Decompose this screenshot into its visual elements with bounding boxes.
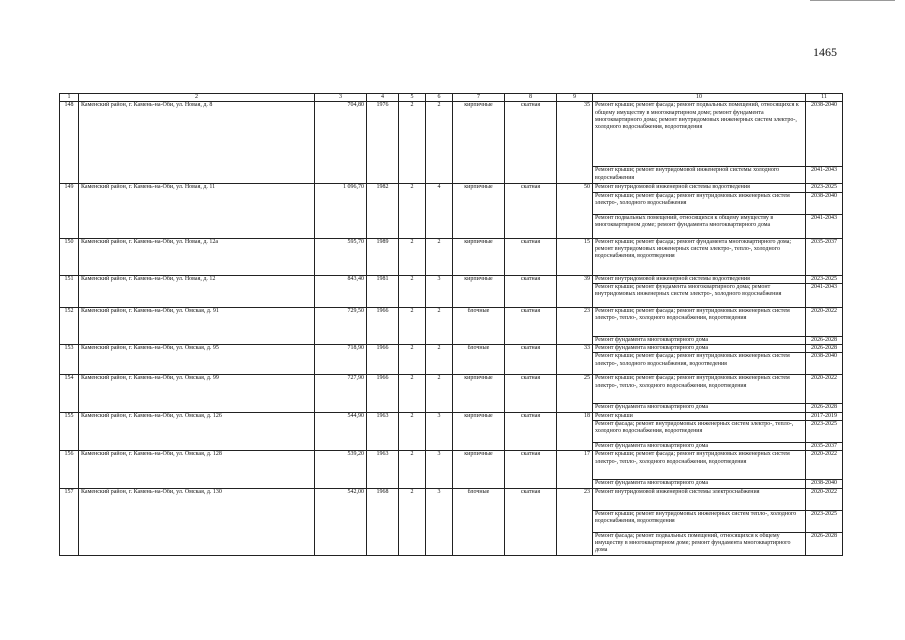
repair-works-cell: Ремонт фундамента многоквартирного дома <box>593 404 806 412</box>
entrances-cell: 4 <box>426 184 453 238</box>
period-cell: 2041-2043 <box>806 167 843 184</box>
col-header: 10 <box>593 94 806 102</box>
entrances-cell: 2 <box>426 307 453 344</box>
repair-works-cell: Ремонт внутридомовой инженерной системы электроснабжения <box>593 488 806 510</box>
table-row <box>60 184 843 192</box>
table-row <box>60 488 843 510</box>
walls-material-cell: блочные <box>453 488 505 555</box>
col-header: 1 <box>60 94 79 102</box>
entrances-cell: 2 <box>426 375 453 412</box>
row-number: 156 <box>60 451 79 488</box>
repair-works-cell: Ремонт крыши; ремонт фасада; ремонт подвальных помещений, относящихся к общему имуществу в многоквартирном доме; ремонт фундамента многоквартирного дома; ремонт внутридомовых инженерных систем электро-, холодного водоснабжения, водоотведения <box>593 102 806 167</box>
repair-works-cell: Ремонт крыши; ремонт внутридомовой инженерной системы холодного водоснабжения <box>593 167 806 184</box>
area-cell: 704,80 <box>315 102 367 184</box>
entrances-cell: 2 <box>426 345 453 375</box>
column-9-cell: 25 <box>557 375 593 412</box>
period-cell: 2026-2028 <box>806 345 843 353</box>
address-cell: Каменский район, г. Камень-на-Оби, ул. Омская, д. 128 <box>79 451 315 488</box>
row-number: 149 <box>60 184 79 238</box>
column-9-cell: 17 <box>557 451 593 488</box>
repair-works-cell: Ремонт внутридомовой инженерной системы водоотведения <box>593 275 806 283</box>
year-cell: 1976 <box>367 102 399 184</box>
row-number: 151 <box>60 275 79 307</box>
column-9-cell: 18 <box>557 412 593 451</box>
roof-type-cell: скатная <box>505 451 557 488</box>
area-cell: 544,90 <box>315 412 367 451</box>
table-row <box>60 102 843 167</box>
repair-works-cell: Ремонт фундамента многоквартирного дома <box>593 336 806 344</box>
walls-material-cell: кирпичные <box>453 375 505 412</box>
period-cell: 2038-2040 <box>806 480 843 488</box>
address-cell: Каменский район, г. Камень-на-Оби, ул. Новая, д. 12а <box>79 238 315 275</box>
repair-works-cell: Ремонт фасада; ремонт внутридомовых инженерных систем электро-, тепло-, холодного водоснабжения, водоотведения <box>593 421 806 443</box>
walls-material-cell: кирпичные <box>453 275 505 307</box>
roof-type-cell: скатная <box>505 102 557 184</box>
page-number: 1465 <box>813 45 837 59</box>
repair-works-cell: Ремонт крыши; ремонт фасада; ремонт внутридомовых инженерных систем электро-, тепло-, холодного водоснабжения, водоотведения <box>593 307 806 336</box>
period-cell: 2038-2040 <box>806 192 843 214</box>
column-9-cell: 35 <box>557 102 593 184</box>
walls-material-cell: кирпичные <box>453 184 505 238</box>
address-cell: Каменский район, г. Камень-на-Оби, ул. Новая, д. 11 <box>79 184 315 238</box>
roof-type-cell: скатная <box>505 184 557 238</box>
col-header: 6 <box>426 94 453 102</box>
period-cell: 2023-2025 <box>806 421 843 443</box>
repair-works-cell: Ремонт крыши; ремонт внутридомовых инженерных систем тепло-, холодного водоснабжения, водоотведения <box>593 510 806 532</box>
address-cell: Каменский район, г. Камень-на-Оби, ул. Новая, д. 12 <box>79 275 315 307</box>
walls-material-cell: кирпичные <box>453 412 505 451</box>
col-header: 8 <box>505 94 557 102</box>
repair-works-cell: Ремонт крыши <box>593 412 806 420</box>
row-number: 157 <box>60 488 79 555</box>
entrances-cell: 3 <box>426 412 453 451</box>
table-row <box>60 275 843 283</box>
repair-works-cell: Ремонт фундамента многоквартирного дома <box>593 345 806 353</box>
column-9-cell: 23 <box>557 488 593 555</box>
entrances-cell: 3 <box>426 488 453 555</box>
roof-type-cell: скатная <box>505 238 557 275</box>
floors-cell: 2 <box>399 275 426 307</box>
row-number: 148 <box>60 102 79 184</box>
area-cell: 1 096,70 <box>315 184 367 238</box>
floors-cell: 2 <box>399 238 426 275</box>
repair-works-cell: Ремонт крыши; ремонт фасада; ремонт внутридомовых инженерных систем электро-, тепло-, холодного водоснабжения, водоотведения <box>593 451 806 480</box>
address-cell: Каменский район, г. Камень-на-Оби, ул. Омская, д. 130 <box>79 488 315 555</box>
period-cell: 2026-2028 <box>806 404 843 412</box>
period-cell: 2023-2025 <box>806 510 843 532</box>
year-cell: 1966 <box>367 345 399 375</box>
period-cell: 2023-2025 <box>806 275 843 283</box>
year-cell: 1982 <box>367 184 399 238</box>
entrances-cell: 2 <box>426 102 453 184</box>
period-cell: 2026-2028 <box>806 336 843 344</box>
row-number: 155 <box>60 412 79 451</box>
repair-works-cell: Ремонт фундамента многоквартирного дома <box>593 480 806 488</box>
col-header: 4 <box>367 94 399 102</box>
area-cell: 595,70 <box>315 238 367 275</box>
table-row <box>60 238 843 275</box>
table-row <box>60 412 843 420</box>
area-cell: 539,20 <box>315 451 367 488</box>
repair-works-cell: Ремонт фундамента многоквартирного дома <box>593 443 806 451</box>
period-cell: 2035-2037 <box>806 443 843 451</box>
col-header: 9 <box>557 94 593 102</box>
roof-type-cell: скатная <box>505 307 557 344</box>
column-9-cell: 39 <box>557 275 593 307</box>
entrances-cell: 3 <box>426 451 453 488</box>
period-cell: 2038-2040 <box>806 102 843 167</box>
period-cell: 2020-2022 <box>806 451 843 480</box>
column-9-cell: 15 <box>557 238 593 275</box>
col-header: 5 <box>399 94 426 102</box>
area-cell: 542,00 <box>315 488 367 555</box>
repair-works-cell: Ремонт крыши; ремонт фасада; ремонт внутридомовых инженерных систем электро-, тепло-, холодного водоснабжения, водоотведения <box>593 375 806 404</box>
floors-cell: 2 <box>399 375 426 412</box>
year-cell: 1989 <box>367 238 399 275</box>
year-cell: 1966 <box>367 307 399 344</box>
walls-material-cell: кирпичные <box>453 238 505 275</box>
repair-works-cell: Ремонт крыши; ремонт фундамента многоквартирного дома; ремонт внутридомовых инженерных систем электро-, холодного водоснабжения <box>593 283 806 307</box>
address-cell: Каменский район, г. Камень-на-Оби, ул. Омская, д. 95 <box>79 345 315 375</box>
table-row <box>60 345 843 353</box>
address-cell: Каменский район, г. Камень-на-Оби, ул. Омская, д. 99 <box>79 375 315 412</box>
column-number-row <box>60 94 843 102</box>
period-cell: 2020-2022 <box>806 307 843 336</box>
period-cell: 2023-2025 <box>806 184 843 192</box>
col-header: 7 <box>453 94 505 102</box>
period-cell: 2020-2022 <box>806 488 843 510</box>
walls-material-cell: кирпичные <box>453 451 505 488</box>
walls-material-cell: блочные <box>453 307 505 344</box>
row-number: 153 <box>60 345 79 375</box>
table-body <box>60 102 843 555</box>
area-cell: 727,90 <box>315 375 367 412</box>
address-cell: Каменский район, г. Камень-на-Оби, ул. Новая, д. 8 <box>79 102 315 184</box>
floors-cell: 2 <box>399 102 426 184</box>
column-9-cell: 33 <box>557 345 593 375</box>
col-header: 11 <box>806 94 843 102</box>
floors-cell: 2 <box>399 488 426 555</box>
entrances-cell: 2 <box>426 238 453 275</box>
floors-cell: 2 <box>399 412 426 451</box>
entrances-cell: 3 <box>426 275 453 307</box>
floors-cell: 2 <box>399 345 426 375</box>
repair-works-cell: Ремонт крыши; ремонт фасада; ремонт внутридомовых инженерных систем электро-, холодного водоснабжения <box>593 192 806 214</box>
table-row <box>60 375 843 404</box>
col-header: 2 <box>79 94 315 102</box>
year-cell: 1981 <box>367 275 399 307</box>
period-cell: 2020-2022 <box>806 375 843 404</box>
area-cell: 729,50 <box>315 307 367 344</box>
address-cell: Каменский район, г. Камень-на-Оби, ул. Омская, д. 91 <box>79 307 315 344</box>
col-header: 3 <box>315 94 367 102</box>
table-row <box>60 307 843 336</box>
area-cell: 843,40 <box>315 275 367 307</box>
area-cell: 718,90 <box>315 345 367 375</box>
period-cell: 2041-2043 <box>806 214 843 238</box>
address-cell: Каменский район, г. Камень-на-Оби, ул. Омская, д. 126 <box>79 412 315 451</box>
table-row <box>60 451 843 480</box>
column-9-cell: 23 <box>557 307 593 344</box>
period-cell: 2041-2043 <box>806 283 843 307</box>
row-number: 152 <box>60 307 79 344</box>
roof-type-cell: скатная <box>505 488 557 555</box>
housing-repair-table <box>59 93 843 556</box>
repair-works-cell: Ремонт фасада; ремонт подвальных помещений, относящихся к общему имуществу в многоквартирном доме; ремонт фундамента многоквартирного дома <box>593 532 806 555</box>
repair-works-cell: Ремонт крыши; ремонт фасада; ремонт внутридомовых инженерных систем электро-, холодного водоснабжения, водоотведения <box>593 353 806 375</box>
walls-material-cell: блочные <box>453 345 505 375</box>
year-cell: 1963 <box>367 412 399 451</box>
floors-cell: 2 <box>399 184 426 238</box>
year-cell: 1963 <box>367 451 399 488</box>
year-cell: 1966 <box>367 375 399 412</box>
roof-type-cell: скатная <box>505 375 557 412</box>
roof-type-cell: скатная <box>505 412 557 451</box>
period-cell: 2038-2040 <box>806 353 843 375</box>
column-9-cell: 50 <box>557 184 593 238</box>
row-number: 154 <box>60 375 79 412</box>
period-cell: 2035-2037 <box>806 238 843 275</box>
repair-works-cell: Ремонт крыши; ремонт фасада; ремонт фундамента многоквартирного дома; ремонт внутридомовых инженерных систем электро-, тепло-, холодного водоснабжения, водоотведения <box>593 238 806 275</box>
period-cell: 2026-2028 <box>806 532 843 555</box>
roof-type-cell: скатная <box>505 345 557 375</box>
repair-works-cell: Ремонт подвальных помещений, относящихся к общему имуществу в многоквартирном доме; ремонт фундамента многоквартирного дома <box>593 214 806 238</box>
roof-type-cell: скатная <box>505 275 557 307</box>
repair-works-cell: Ремонт внутридомовой инженерной системы водоотведения <box>593 184 806 192</box>
floors-cell: 2 <box>399 451 426 488</box>
top-edge-line <box>810 0 895 2</box>
floors-cell: 2 <box>399 307 426 344</box>
period-cell: 2017-2019 <box>806 412 843 420</box>
year-cell: 1968 <box>367 488 399 555</box>
row-number: 150 <box>60 238 79 275</box>
walls-material-cell: кирпичные <box>453 102 505 184</box>
